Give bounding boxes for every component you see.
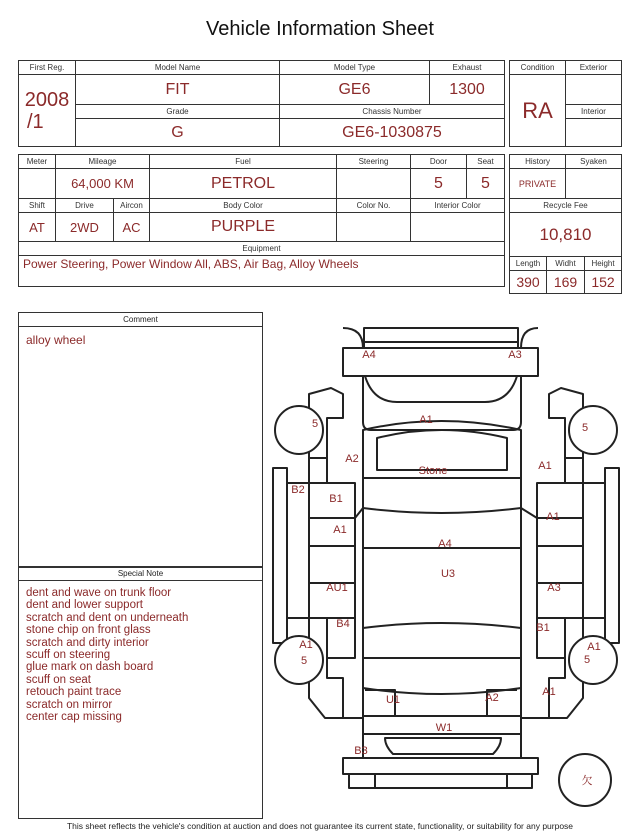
wheel-rear-left-mark-1: A1 <box>299 639 313 651</box>
steering-label: Steering <box>337 155 411 169</box>
mark-u3-roof: U3 <box>440 568 456 580</box>
recycle-label: Recycle Fee <box>510 199 622 213</box>
mark-a1-right-quarter: A1 <box>542 686 556 698</box>
model-type-label: Model Type <box>280 61 430 75</box>
special-note-item: scratch and dent on underneath <box>26 611 189 624</box>
exterior-value <box>566 75 622 105</box>
footer-disclaimer: This sheet reflects the vehicle's condition at auction and does not guarantee its current state, functionality, or suitability for any purpose <box>66 821 574 831</box>
mileage-value: 64,000 KM <box>56 169 150 199</box>
wheel-rear-left-mark-2: 5 <box>300 655 308 667</box>
mark-a2-left-fender: A2 <box>345 453 359 465</box>
length-label: Length <box>510 257 547 271</box>
history-value: PRIVATE <box>510 169 566 199</box>
height-label: Height <box>585 257 622 271</box>
aircon-label: Aircon <box>114 199 150 213</box>
syaken-value <box>566 169 622 199</box>
special-note-item: scuff on seat <box>26 673 91 686</box>
mark-b2-left-pillar: B2 <box>291 484 305 496</box>
mark-a1-right-front-door: A1 <box>546 511 560 523</box>
special-note-item: dent and wave on trunk floor <box>26 587 172 599</box>
width-label: Widht <box>547 257 585 271</box>
condition-table <box>509 60 622 147</box>
history-label: History <box>510 155 566 169</box>
special-note-item: retouch paint trace <box>26 686 122 699</box>
header-table <box>18 60 505 147</box>
mark-a3-top: A3 <box>508 349 522 361</box>
condition-label: Condition <box>510 61 566 75</box>
wheel-rear-right-mark-2: 5 <box>583 654 591 666</box>
aircon-value: AC <box>114 213 150 242</box>
mark-a3-right-rear-door: A3 <box>547 582 561 594</box>
mark-b3-bumper: B3 <box>354 745 368 757</box>
grade-label: Grade <box>76 105 280 119</box>
page-title: Vehicle Information Sheet <box>206 18 434 40</box>
special-note-item: stone chip on front glass <box>26 624 151 637</box>
color-no-value <box>337 213 411 242</box>
fuel-label: Fuel <box>150 155 337 169</box>
wheel-front-left-mark: 5 <box>311 418 319 430</box>
shift-label: Shift <box>19 199 56 213</box>
mark-b4-left: B4 <box>336 618 350 630</box>
mark-a1-right-fender: A1 <box>538 460 552 472</box>
exterior-label: Exterior <box>566 61 622 75</box>
interior-color-label: Interior Color <box>411 199 505 213</box>
meter-label: Meter <box>19 155 56 169</box>
wheel-front-right-mark: 5 <box>581 422 589 434</box>
body-color-label: Body Color <box>150 199 337 213</box>
recycle-value: 10,810 <box>510 213 622 257</box>
special-note-item: dent and lower support <box>26 599 143 612</box>
drive-value: 2WD <box>56 213 114 242</box>
chassis-label: Chassis Number <box>280 105 505 119</box>
mark-b1-right: B1 <box>536 622 550 634</box>
mark-w1-rear: W1 <box>435 722 453 734</box>
grade-value: G <box>76 119 280 147</box>
meter-value <box>19 169 56 199</box>
special-note-panel <box>18 566 263 819</box>
seat-value: 5 <box>467 169 505 199</box>
door-value: 5 <box>411 169 467 199</box>
mark-b1-left-front-door: B1 <box>329 493 343 505</box>
mark-a1-hood: A1 <box>419 414 433 426</box>
first-reg-month: /1 <box>27 110 44 133</box>
interior-value <box>566 119 622 147</box>
special-note-item: scratch on mirror <box>26 698 113 711</box>
wheel-rear-right-mark-1: A1 <box>587 641 601 653</box>
mark-au1-left-rear-door: AU1 <box>326 582 348 594</box>
drive-label: Drive <box>56 199 114 213</box>
mileage-label: Mileage <box>56 155 150 169</box>
mark-stone: Stone <box>418 465 448 477</box>
color-no-label: Color No. <box>337 199 411 213</box>
mark-a4-top: A4 <box>362 349 376 361</box>
special-note-item: scratch and dirty interior <box>26 636 149 649</box>
comment-label: Comment <box>19 313 262 327</box>
special-note-label: Special Note <box>19 566 262 581</box>
mark-a2-trunk: A2 <box>485 692 499 704</box>
exhaust-value: 1300 <box>430 75 505 105</box>
model-name-value: FIT <box>76 75 280 105</box>
equipment-value: Power Steering, Power Window All, ABS, Air Bag, Alloy Wheels <box>19 256 505 287</box>
side-table <box>509 154 622 294</box>
model-type-value: GE6 <box>280 75 430 105</box>
door-label: Door <box>411 155 467 169</box>
special-note-item: center cap missing <box>26 711 122 724</box>
first-reg-value <box>19 75 76 147</box>
spare-tire-mark: 欠 <box>581 775 593 787</box>
mark-u1-trunk: U1 <box>385 694 401 706</box>
comment-text: alloy wheel <box>26 333 86 347</box>
steering-value <box>337 169 411 199</box>
special-note-list <box>19 581 262 729</box>
interior-label: Interior <box>566 105 622 119</box>
special-note-item: glue mark on dash board <box>26 661 154 674</box>
syaken-label: Syaken <box>566 155 622 169</box>
height-value: 152 <box>585 271 622 294</box>
condition-value: RA <box>510 75 566 147</box>
interior-color-value <box>411 213 505 242</box>
first-reg-year: 2008 <box>24 88 70 111</box>
exhaust-label: Exhaust <box>430 61 505 75</box>
fuel-value: PETROL <box>150 169 337 199</box>
seat-label: Seat <box>467 155 505 169</box>
mark-a4-roof: A4 <box>438 538 452 550</box>
shift-value: AT <box>19 213 56 242</box>
body-color-value: PURPLE <box>150 213 337 242</box>
first-reg-label: First Reg. <box>19 61 76 75</box>
mark-a1-left-front-door: A1 <box>333 524 347 536</box>
length-value: 390 <box>510 271 547 294</box>
special-note-item: scuff on steering <box>26 649 111 662</box>
width-value: 169 <box>547 271 585 294</box>
spec-table <box>18 154 505 287</box>
car-damage-diagram <box>265 318 627 818</box>
chassis-value: GE6-1030875 <box>280 119 505 147</box>
equipment-label: Equipment <box>19 242 505 256</box>
model-name-label: Model Name <box>76 61 280 75</box>
comment-panel <box>18 312 263 568</box>
